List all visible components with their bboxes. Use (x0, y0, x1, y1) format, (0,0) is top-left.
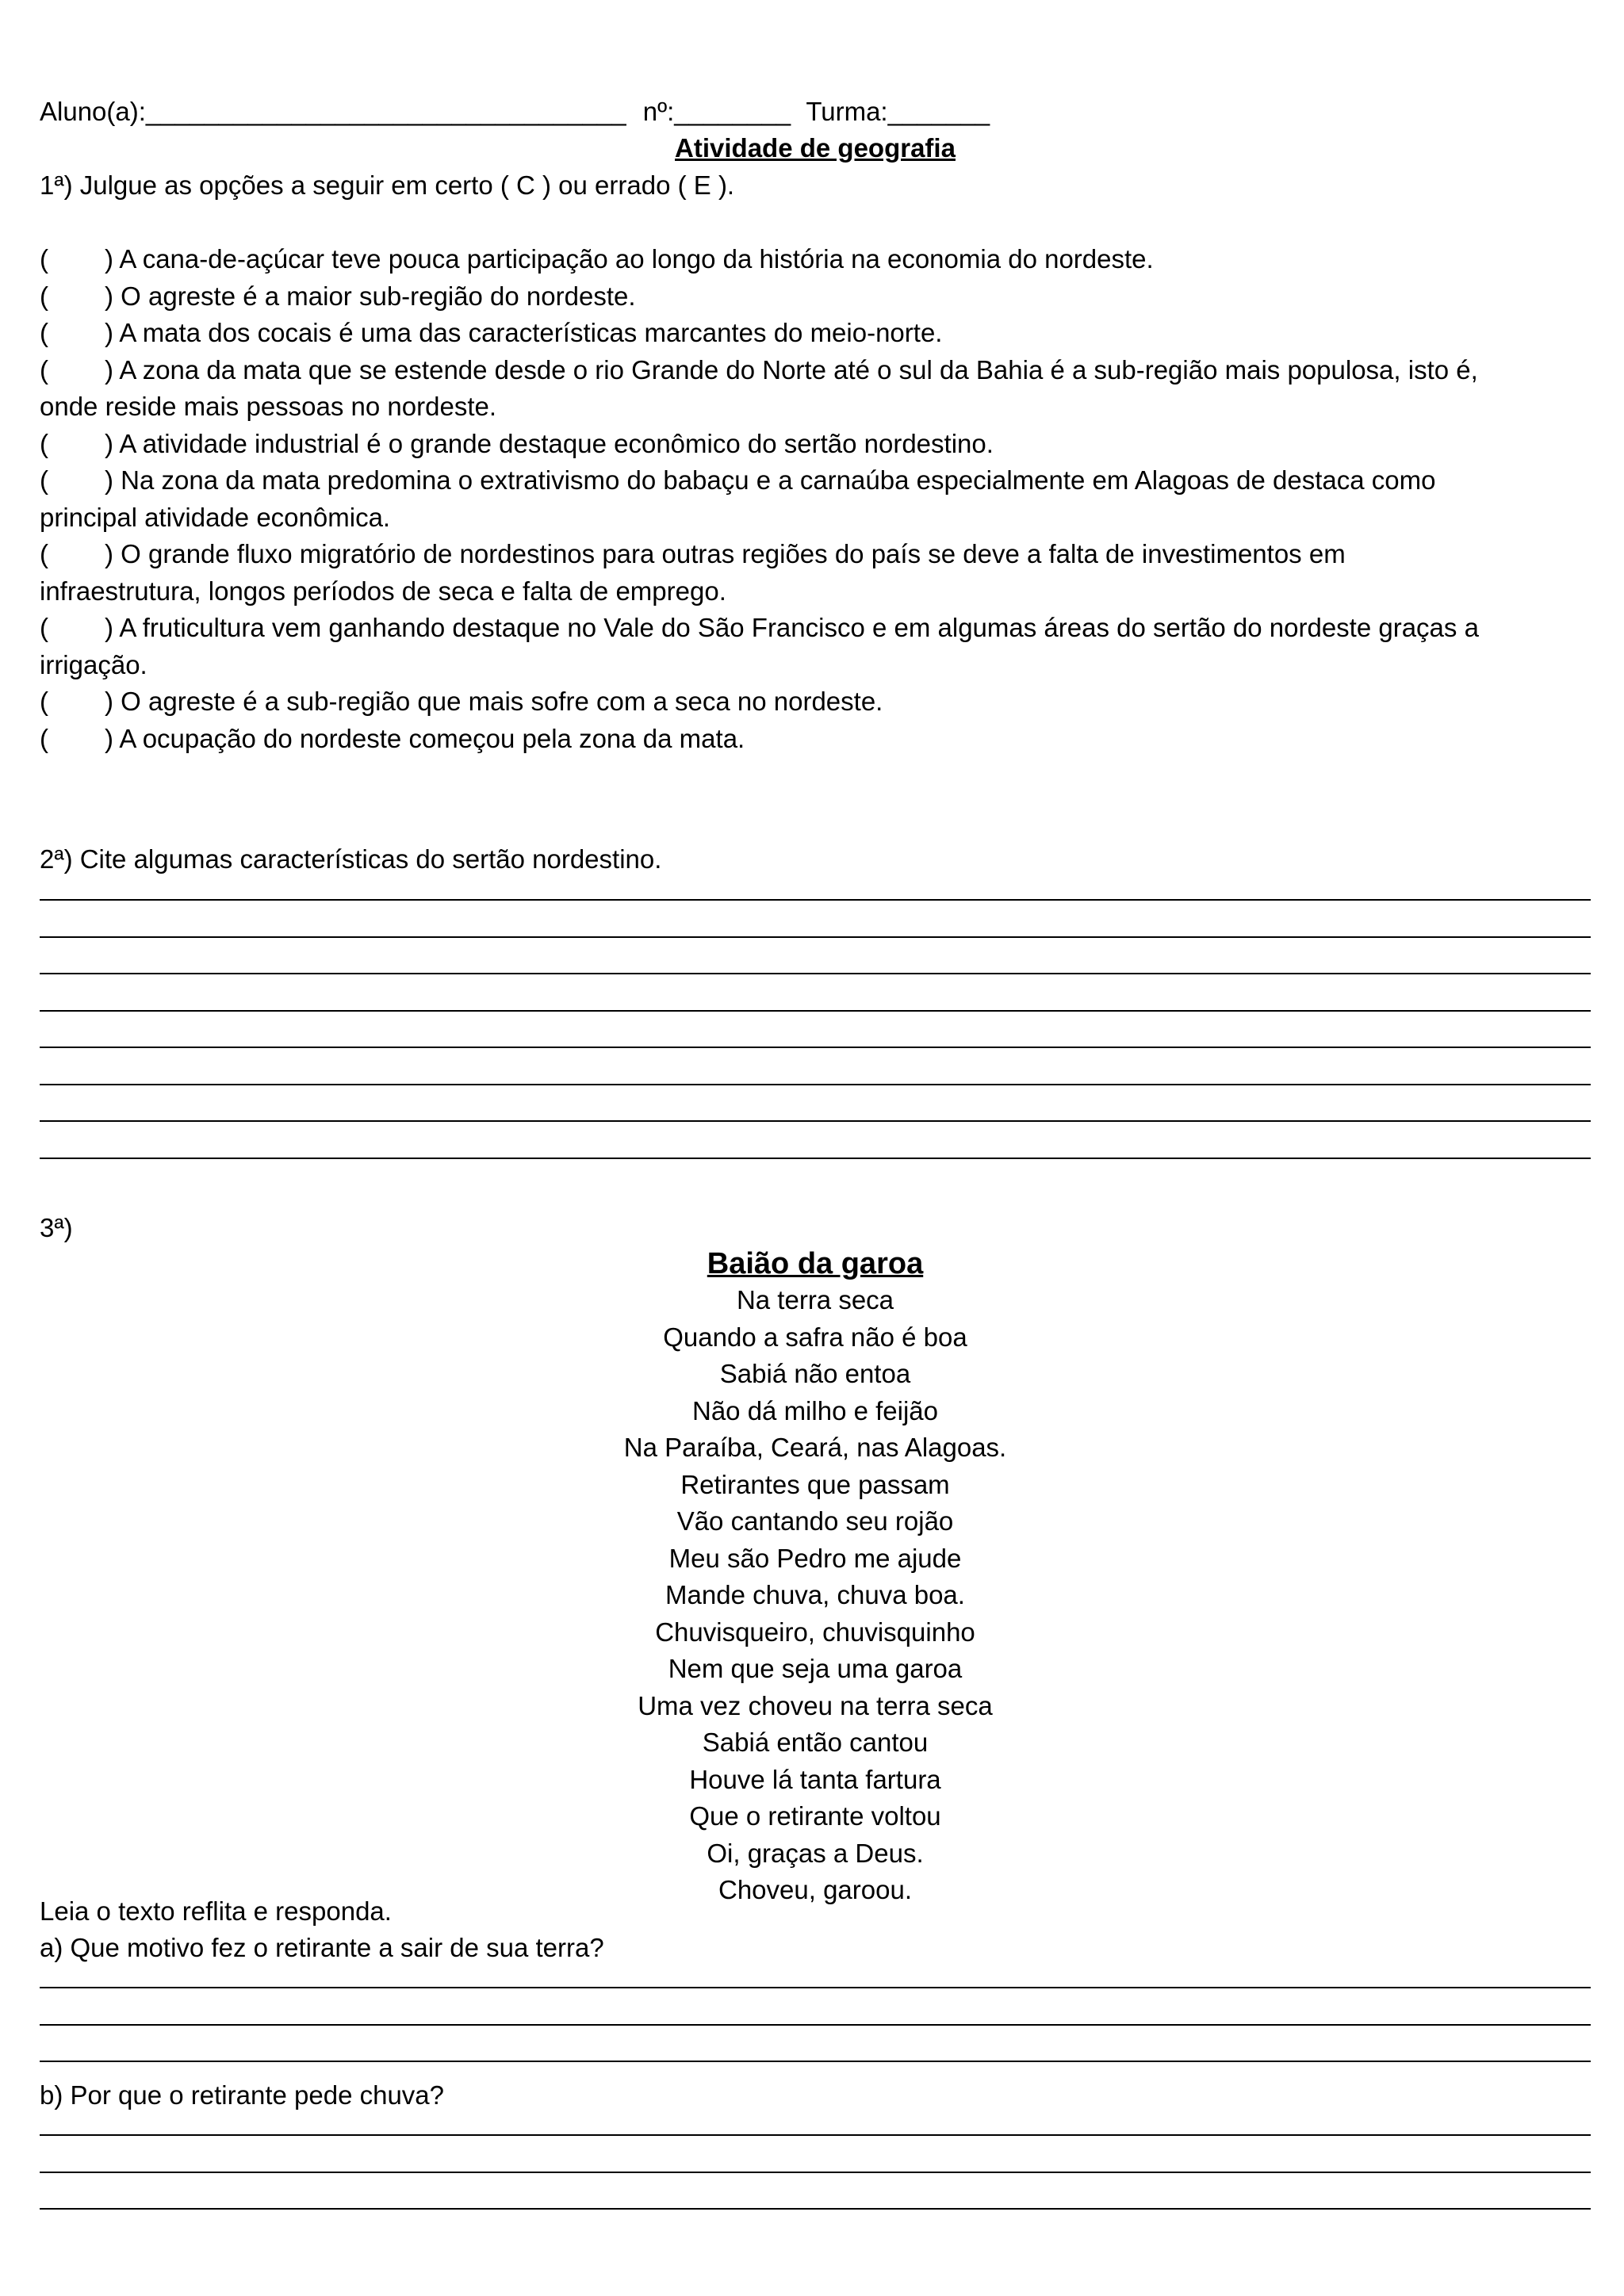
answer-blank[interactable]: ( (40, 354, 48, 385)
question-2-answer-lines[interactable] (40, 899, 1591, 1194)
question-3b: b) Por que o retirante pede chuva? (40, 2080, 445, 2110)
question-1-item-continuation: principal atividade econômica. (40, 502, 391, 532)
question-1-item (40, 462, 1591, 499)
poem-line: Choveu, garoou. (718, 1875, 912, 1904)
answer-line[interactable] (40, 936, 1591, 938)
class-field[interactable]: Turma:_______ (806, 97, 990, 126)
question-1-item (40, 315, 1591, 352)
question-1-items (40, 241, 1591, 757)
answer-line[interactable] (40, 1987, 1591, 1988)
question-1-item-text: ) A mata dos cocais é uma das características marcantes do meio-norte. (105, 318, 943, 347)
question-1-item-text: ) A fruticultura vem ganhando destaque no Vale do São Francisco e em algumas áreas do sertão do nordeste graças a (105, 613, 1479, 642)
answer-line[interactable] (40, 1120, 1591, 1122)
question-1-item-text: ) O agreste é a sub-região que mais sofre com a seca no nordeste. (105, 687, 883, 716)
answer-line[interactable] (40, 2208, 1591, 2210)
answer-line[interactable] (40, 973, 1591, 974)
poem-line: Meu são Pedro me ajude (668, 1543, 962, 1573)
question-1-item-text: ) A zona da mata que se estende desde o rio Grande do Norte até o sul da Bahia é a sub-região mais populosa, isto é, (105, 354, 1478, 385)
answer-line[interactable] (40, 2061, 1591, 2062)
question-1-item (40, 610, 1591, 647)
poem-line: Vão cantando seu rojão (676, 1506, 954, 1536)
question-1-item-text: ) A atividade industrial é o grande destaque econômico do sertão nordestino. (105, 428, 994, 458)
question-1-item (40, 278, 1591, 316)
poem-line: Uma vez choveu na terra seca (638, 1690, 993, 1720)
student-number-field[interactable]: nº:________ (642, 97, 791, 126)
question-1-item (40, 683, 1591, 721)
question-3a: a) Que motivo fez o retirante a sair de sua terra? (40, 1933, 604, 1962)
answer-blank[interactable]: ( (40, 687, 48, 716)
question-3-instruction: Leia o texto reflita e responda. (40, 1896, 392, 1926)
answer-line[interactable] (40, 899, 1591, 901)
question-1-item (40, 536, 1591, 573)
answer-blank[interactable]: ( (40, 244, 48, 274)
question-1-item (40, 426, 1591, 463)
poem-line: Mande chuva, chuva boa. (665, 1580, 965, 1609)
poem-line: Sabiá não entoa (719, 1359, 911, 1388)
answer-blank[interactable]: ( (40, 539, 48, 568)
answer-line[interactable] (40, 1047, 1591, 1048)
question-2-prompt: 2ª) Cite algumas características do sertão nordestino. (40, 844, 662, 874)
answer-blank[interactable]: ( (40, 723, 48, 753)
poem (40, 1246, 1591, 1909)
question-3b-answer-lines[interactable] (40, 2134, 1591, 2245)
question-1-item-continuation: onde reside mais pessoas no nordeste. (40, 392, 497, 421)
answer-blank[interactable]: ( (40, 465, 48, 495)
poem-line: Que o retirante voltou (689, 1801, 941, 1831)
answer-blank[interactable]: ( (40, 613, 48, 642)
poem-line: Nem que seja uma garoa (668, 1654, 963, 1683)
question-1-item (40, 721, 1591, 758)
student-name-field[interactable]: Aluno(a):_________________________________ (40, 97, 626, 126)
question-1-item-continuation: irrigação. (40, 649, 147, 679)
question-1-item-continuation: infraestrutura, longos períodos de seca e falta de emprego. (40, 576, 726, 606)
answer-line[interactable] (40, 1084, 1591, 1085)
question-1-item (40, 352, 1591, 389)
answer-line[interactable] (40, 1010, 1591, 1012)
page-title: Atividade de geografia (675, 133, 956, 163)
poem-line: Quando a safra não é boa (663, 1322, 967, 1352)
student-header (40, 94, 990, 131)
answer-blank[interactable]: ( (40, 428, 48, 458)
question-3-label: 3ª) (40, 1213, 73, 1242)
poem-line: Sabiá então cantou (702, 1728, 929, 1757)
poem-line: Oi, graças a Deus. (707, 1838, 924, 1868)
question-1-item-text: ) A ocupação do nordeste começou pela zona da mata. (105, 723, 745, 753)
answer-line[interactable] (40, 2134, 1591, 2136)
poem-line: Na Paraíba, Ceará, nas Alagoas. (623, 1433, 1007, 1462)
question-1-item-text: ) A cana-de-açúcar teve pouca participação ao longo da história na economia do nordeste. (105, 244, 1154, 274)
answer-blank[interactable]: ( (40, 318, 48, 347)
answer-line[interactable] (40, 2172, 1591, 2173)
question-1-prompt: 1ª) Julgue as opções a seguir em certo ( C ) ou errado ( E ). (40, 170, 735, 200)
poem-line: Na terra seca (736, 1285, 894, 1314)
question-1-item-text: ) O agreste é a maior sub-região do nordeste. (105, 281, 636, 311)
question-1-item-text: ) Na zona da mata predomina o extrativismo do babaçu e a carnaúba especialmente em Alagoas de destaca como (105, 465, 1436, 495)
question-1-item (40, 241, 1591, 278)
answer-line[interactable] (40, 1158, 1591, 1159)
answer-blank[interactable]: ( (40, 281, 48, 311)
poem-line: Retirantes que passam (680, 1469, 950, 1499)
answer-line[interactable] (40, 2024, 1591, 2026)
poem-line: Houve lá tanta fartura (689, 1764, 941, 1794)
question-1-item-text: ) O grande fluxo migratório de nordestinos para outras regiões do país se deve a falta de investimentos em (105, 539, 1346, 568)
poem-line: Chuvisqueiro, chuvisquinho (655, 1617, 975, 1647)
poem-lines (40, 1282, 1591, 1909)
poem-line: Não dá milho e feijão (691, 1395, 939, 1425)
poem-title: Baião da garoa (707, 1247, 924, 1280)
